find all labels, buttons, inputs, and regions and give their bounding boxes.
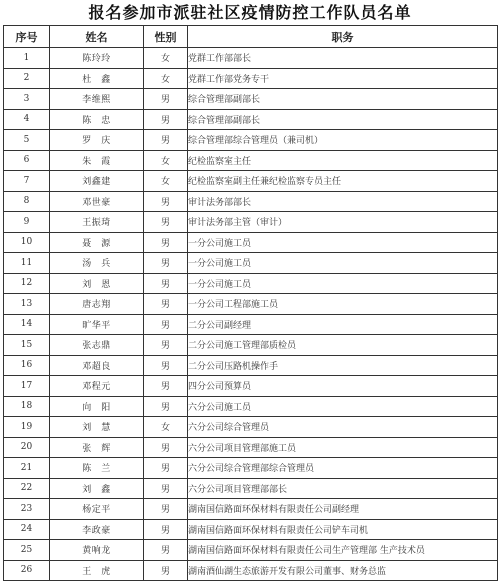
cell-no: 9 [4,212,50,233]
cell-duty: 纪检监察室副主任兼纪检监察专员主任 [188,171,498,192]
cell-name: 邓世豪 [50,191,144,212]
cell-gender: 男 [144,212,188,233]
cell-duty: 六分公司项目管理部施工员 [188,437,498,458]
cell-name: 朱 霞 [50,150,144,171]
cell-name: 旷华平 [50,314,144,335]
cell-no: 4 [4,109,50,130]
cell-name: 向 阳 [50,396,144,417]
cell-duty: 湖南酒仙湖生态旅游开发有限公司董事、财务总监 [188,560,498,581]
cell-name: 陈 兰 [50,458,144,479]
cell-gender: 男 [144,499,188,520]
cell-duty: 综合管理部副部长 [188,109,498,130]
cell-duty: 二分公司压路机操作手 [188,355,498,376]
cell-name: 李维熙 [50,89,144,110]
cell-no: 25 [4,540,50,561]
cell-no: 17 [4,376,50,397]
cell-no: 2 [4,68,50,89]
cell-name: 刘鑫建 [50,171,144,192]
header-name: 姓名 [50,26,144,48]
cell-name: 黄响龙 [50,540,144,561]
cell-gender: 男 [144,519,188,540]
table-row [4,335,498,356]
table-row [4,212,498,233]
cell-name: 张 辉 [50,437,144,458]
cell-name: 刘 鑫 [50,478,144,499]
document-title: 报名参加市派驻社区疫情防控工作队员名单 [88,3,412,22]
cell-name: 汤 兵 [50,253,144,274]
cell-gender: 男 [144,560,188,581]
cell-no: 20 [4,437,50,458]
cell-duty: 一分公司施工员 [188,253,498,274]
cell-duty: 一分公司施工员 [188,273,498,294]
cell-name: 刘 慧 [50,417,144,438]
cell-no: 21 [4,458,50,479]
cell-gender: 男 [144,540,188,561]
cell-gender: 男 [144,355,188,376]
table-row [4,355,498,376]
cell-gender: 男 [144,130,188,151]
cell-no: 8 [4,191,50,212]
cell-duty: 纪检监察室主任 [188,150,498,171]
cell-gender: 男 [144,191,188,212]
cell-gender: 男 [144,335,188,356]
cell-duty: 一分公司施工员 [188,232,498,253]
cell-no: 6 [4,150,50,171]
table-row [4,253,498,274]
cell-name: 王 虎 [50,560,144,581]
cell-no: 24 [4,519,50,540]
cell-gender: 男 [144,396,188,417]
header-gender: 性别 [144,26,188,48]
cell-duty: 四分公司预算员 [188,376,498,397]
cell-name: 王振琦 [50,212,144,233]
cell-no: 13 [4,294,50,315]
cell-duty: 六分公司综合管理部综合管理员 [188,458,498,479]
table-row [4,48,498,69]
cell-no: 19 [4,417,50,438]
table-row [4,458,498,479]
cell-name: 李政豪 [50,519,144,540]
cell-name: 杨定平 [50,499,144,520]
cell-gender: 男 [144,232,188,253]
cell-name: 陈 忠 [50,109,144,130]
table-row [4,150,498,171]
cell-no: 23 [4,499,50,520]
cell-duty: 审计法务部主管（审计） [188,212,498,233]
table-row [4,560,498,581]
table-row [4,478,498,499]
table-row [4,109,498,130]
table-row [4,519,498,540]
cell-duty: 六分公司施工员 [188,396,498,417]
cell-duty: 二分公司副经理 [188,314,498,335]
cell-no: 14 [4,314,50,335]
cell-gender: 女 [144,171,188,192]
cell-no: 12 [4,273,50,294]
cell-duty: 二分公司施工管理部质检员 [188,335,498,356]
cell-name: 刘 恩 [50,273,144,294]
cell-gender: 男 [144,273,188,294]
cell-gender: 男 [144,314,188,335]
cell-gender: 男 [144,109,188,130]
cell-name: 聂 源 [50,232,144,253]
cell-duty: 审计法务部部长 [188,191,498,212]
cell-gender: 男 [144,376,188,397]
cell-duty: 湖南国信路面环保材料有限责任公司铲车司机 [188,519,498,540]
table-row [4,232,498,253]
table-row [4,171,498,192]
cell-no: 16 [4,355,50,376]
cell-gender: 男 [144,458,188,479]
cell-duty: 湖南国信路面环保材料有限责任公司生产管理部 生产技术员 [188,540,498,561]
cell-gender: 男 [144,437,188,458]
cell-no: 22 [4,478,50,499]
cell-gender: 女 [144,48,188,69]
table-row [4,396,498,417]
table-row [4,437,498,458]
table-row [4,540,498,561]
table-row [4,89,498,110]
table-row [4,376,498,397]
table-row [4,273,498,294]
cell-gender: 女 [144,68,188,89]
table-row [4,68,498,89]
table-body [4,48,498,581]
cell-no: 11 [4,253,50,274]
cell-name: 罗 庆 [50,130,144,151]
cell-duty: 综合管理部综合管理员（兼司机） [188,130,498,151]
cell-gender: 男 [144,253,188,274]
cell-gender: 女 [144,150,188,171]
table-row [4,499,498,520]
cell-no: 15 [4,335,50,356]
cell-name: 陈玲玲 [50,48,144,69]
cell-name: 邓程元 [50,376,144,397]
cell-gender: 男 [144,89,188,110]
table-row [4,417,498,438]
cell-duty: 湖南国信路面环保材料有限责任公司副经理 [188,499,498,520]
cell-no: 26 [4,560,50,581]
header-duty: 职务 [188,26,498,48]
header-no: 序号 [4,26,50,48]
cell-no: 18 [4,396,50,417]
table-row [4,130,498,151]
cell-no: 10 [4,232,50,253]
cell-name: 唐志翔 [50,294,144,315]
cell-no: 5 [4,130,50,151]
cell-no: 7 [4,171,50,192]
table-header-row [4,26,498,48]
table-row [4,294,498,315]
cell-name: 邓超良 [50,355,144,376]
cell-duty: 六分公司综合管理员 [188,417,498,438]
cell-duty: 党群工作部部长 [188,48,498,69]
cell-name: 杜 鑫 [50,68,144,89]
cell-name: 张志鼎 [50,335,144,356]
table-row [4,314,498,335]
cell-duty: 六分公司项目管理部部长 [188,478,498,499]
cell-gender: 女 [144,417,188,438]
cell-duty: 党群工作部党务专干 [188,68,498,89]
cell-duty: 一分公司工程部施工员 [188,294,498,315]
cell-duty: 综合管理部副部长 [188,89,498,110]
roster-table [3,25,498,581]
cell-gender: 男 [144,478,188,499]
table-row [4,191,498,212]
cell-no: 3 [4,89,50,110]
cell-gender: 男 [144,294,188,315]
cell-no: 1 [4,48,50,69]
